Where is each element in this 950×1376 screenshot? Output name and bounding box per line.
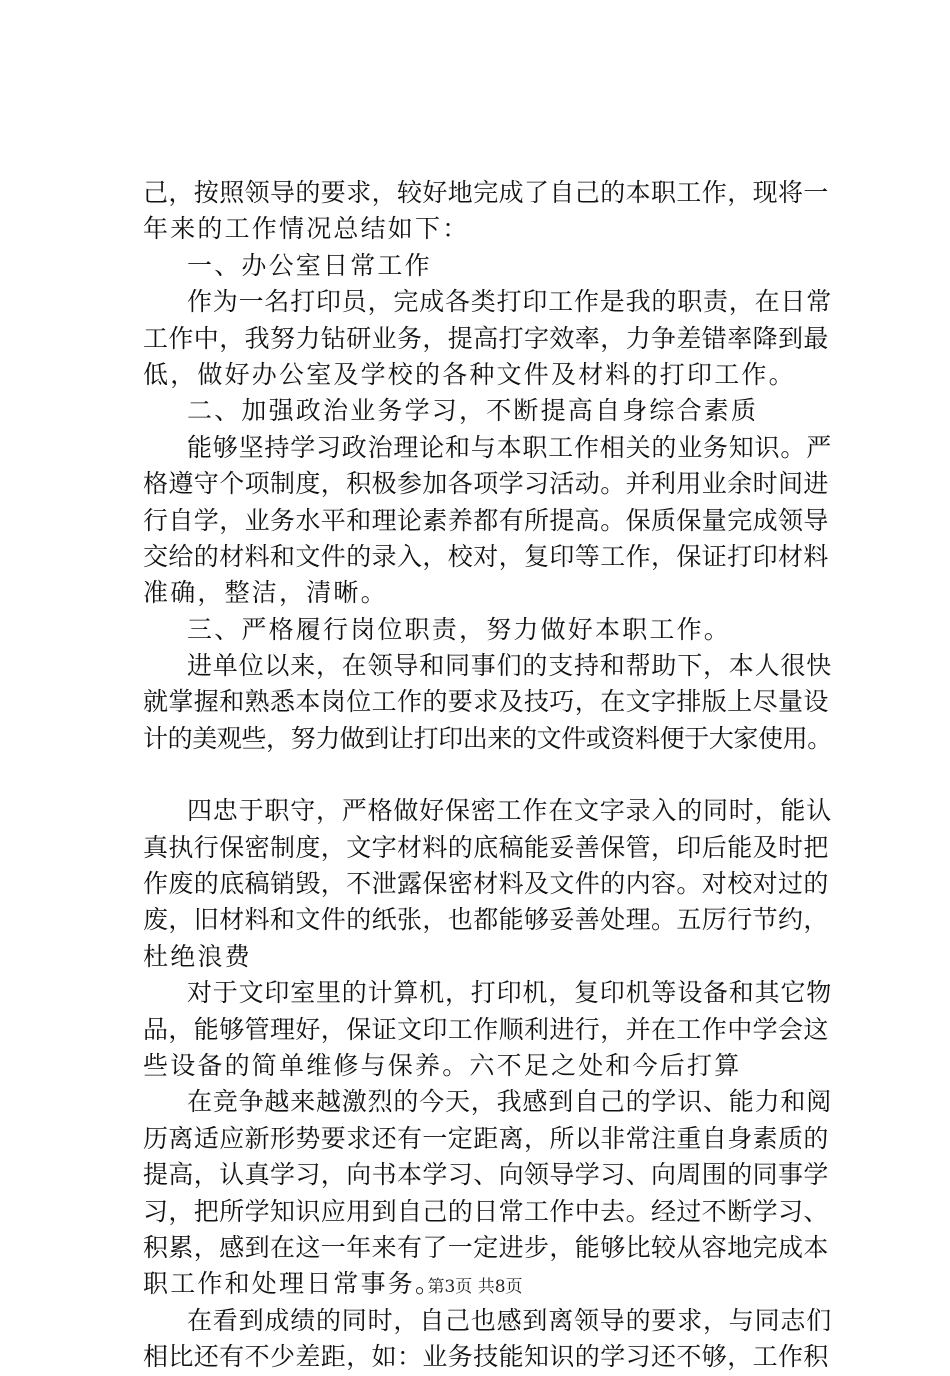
text-line: 品，能够管理好，保证文印工作顺利进行，并在工作中学会这 [143,1014,829,1044]
text-line: 己，按照领导的要求，较好地完成了自己的本职工作，现将一 [143,178,829,207]
text-line: 工作中，我努力钻研业务，提高打字效率，力争差错率降到最 [143,323,829,353]
text-line: 就掌握和熟悉本岗位工作的要求及技巧，在文字排版上尽量设 [143,687,829,717]
text-line: 在竞争越来越激烈的今天，我感到自己的学识、能力和阅 [187,1087,833,1117]
text-line: 进单位以来，在领导和同事们的支持和帮助下，本人很快 [187,651,833,681]
text-line: 三、严格履行岗位职责，努力做好本职工作。 [187,614,732,644]
text-line: 低，做好办公室及学校的各种文件及材料的打印工作。 [143,359,796,389]
text-line: 交给的材料和文件的录入，校对，复印等工作，保证打印材料 [143,541,829,571]
text-line: 作为一名打印员，完成各类打印工作是我的职责，在日常 [187,287,833,317]
text-line: 能够坚持学习政治理论和与本职工作相关的业务知识。严 [187,432,833,462]
text-line: 对于文印室里的计算机，打印机，复印机等设备和其它物 [187,978,833,1008]
text-line: 四忠于职守，严格做好保密工作在文字录入的同时，能认 [187,796,833,826]
page-footer: 第3页 共8页 [427,1277,523,1297]
text-line: 一、办公室日常工作 [187,250,432,280]
text-line: 作废的底稿销毁，不泄露保密材料及文件的内容。对校对过的 [143,869,829,899]
text-line: 在看到成绩的同时，自己也感到离领导的要求，与同志们 [187,1305,833,1335]
text-line: 杜绝浪费 [143,941,252,971]
text-line: 年来的工作情况总结如下： [143,214,470,244]
text-line: 准确，整洁，清晰。 [143,578,388,608]
text-line: 行自学，业务水平和理论素养都有所提高。保质保量完成领导 [143,505,829,535]
text-line: 格遵守个项制度，积极参加各项学习活动。并利用业余时间进 [143,469,829,499]
text-line: 积累，感到在这一年来有了一定进步，能够比较从容地完成本 [143,1232,829,1262]
text-line: 习，把所学知识应用到自己的日常工作中去。经过不断学习、 [143,1196,829,1226]
text-line: 职工作和处理日常事务。 [143,1269,443,1299]
text-line: 历离适应新形势要求还有一定距离，所以非常注重自身素质的 [143,1123,829,1153]
text-line: 废，旧材料和文件的纸张，也都能够妥善处理。五厉行节约， [143,905,829,935]
text-line: 相比还有不少差距，如：业务技能知识的学习还不够，工作积 [143,1342,829,1372]
document-body [143,175,833,1376]
text-line: 计的美观些，努力做到让打印出来的文件或资料便于大家使用。 [143,723,832,753]
text-line: 些设备的简单维修与保养。六不足之处和今后打算 [143,1050,742,1080]
text-line: 二、加强政治业务学习，不断提高自身综合素质 [187,396,759,426]
text-line: 提高，认真学习，向书本学习、向领导学习、向周围的同事学 [143,1160,829,1190]
text-line: 真执行保密制度，文字材料的底稿能妥善保管，印后能及时把 [143,832,829,862]
